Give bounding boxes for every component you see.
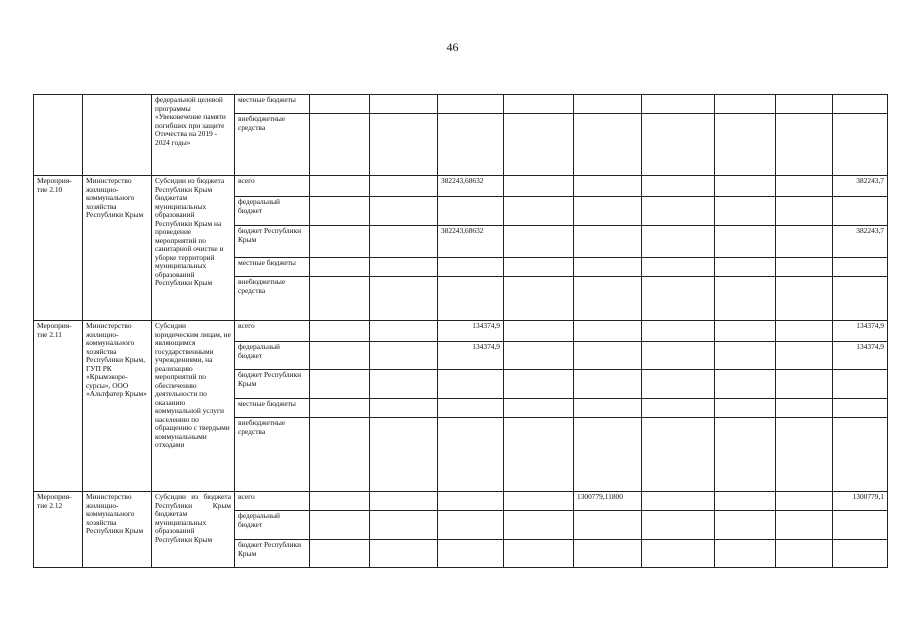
event-label-cell: Мероприя-тие 2.10 (34, 176, 83, 321)
empty-cell (310, 492, 370, 511)
empty-cell (642, 399, 715, 418)
empty-cell (310, 95, 370, 114)
empty-cell (370, 277, 438, 321)
empty-cell (370, 197, 438, 226)
empty-cell (776, 95, 833, 114)
empty-cell (504, 511, 574, 540)
empty-cell (833, 511, 888, 540)
empty-cell (833, 540, 888, 568)
empty-cell (776, 277, 833, 321)
empty-cell (715, 176, 776, 197)
empty-cell (833, 258, 888, 277)
empty-cell (310, 176, 370, 197)
empty-cell (715, 399, 776, 418)
empty-cell (574, 370, 642, 399)
empty-cell (370, 114, 438, 176)
empty-cell (438, 492, 504, 511)
empty-cell (715, 114, 776, 176)
amount-cell: 134374,9 (438, 342, 504, 370)
empty-cell (776, 492, 833, 511)
empty-cell (574, 114, 642, 176)
funding-source-cell: внебюджетные средства (235, 277, 310, 321)
funding-source-cell: федеральный бюджет (235, 511, 310, 540)
empty-cell (574, 511, 642, 540)
empty-cell (310, 321, 370, 342)
funding-source-cell: федеральный бюджет (235, 342, 310, 370)
empty-cell (574, 226, 642, 258)
empty-cell (310, 114, 370, 176)
empty-cell (574, 540, 642, 568)
empty-cell (776, 321, 833, 342)
empty-cell (504, 418, 574, 492)
description-cell: федеральной целевой программы «Увековечение памяти погибших при защите Отечества на 2019 - 2024 годы» (152, 95, 235, 176)
empty-cell (715, 342, 776, 370)
executor-cell: Министерство жилищно-коммунального хозяйства Республики Крым, ГУП РК «Крымэкоре-сурсы», ООО «Альтфатер Крым» (83, 321, 152, 492)
empty-cell (438, 370, 504, 399)
table-row (34, 321, 888, 342)
empty-cell (642, 277, 715, 321)
empty-cell (715, 540, 776, 568)
empty-cell (438, 511, 504, 540)
funding-source-cell: внебюджетные средства (235, 114, 310, 176)
empty-cell (715, 258, 776, 277)
empty-cell (833, 418, 888, 492)
empty-cell (310, 258, 370, 277)
funding-source-cell: местные бюджеты (235, 258, 310, 277)
empty-cell (574, 197, 642, 226)
funding-source-cell: федеральный бюджет (235, 197, 310, 226)
empty-cell (438, 197, 504, 226)
empty-cell (504, 226, 574, 258)
empty-cell (504, 399, 574, 418)
table-row (34, 492, 888, 511)
empty-cell (715, 197, 776, 226)
funding-source-cell: бюджет Республики Крым (235, 540, 310, 568)
funding-source-cell: местные бюджеты (235, 399, 310, 418)
empty-cell (504, 176, 574, 197)
empty-cell (310, 511, 370, 540)
funding-source-cell: всего (235, 176, 310, 197)
empty-cell (715, 277, 776, 321)
amount-cell: 382243,68632 (438, 226, 504, 258)
empty-cell (776, 176, 833, 197)
amount-cell: 1300779,11800 (574, 492, 642, 511)
description-cell: Субсидии юридическим лицам, не являющимся государственными учреждениями, на реализацию мероприятий по обеспечению деятельности по оказанию коммунальной услуги населению по обращению с твердыми коммунальными отходами (152, 321, 235, 492)
empty-cell (776, 342, 833, 370)
event-label-cell (34, 95, 83, 176)
empty-cell (574, 321, 642, 342)
total-cell: 382243,7 (833, 226, 888, 258)
empty-cell (370, 370, 438, 399)
empty-cell (370, 399, 438, 418)
empty-cell (504, 277, 574, 321)
empty-cell (370, 321, 438, 342)
description-cell: Субсидии из бюджета Республики Крым бюджетам муниципальных образований Республики Крым (152, 492, 235, 568)
page-number: 46 (446, 40, 459, 54)
empty-cell (715, 370, 776, 399)
empty-cell (504, 95, 574, 114)
empty-cell (833, 114, 888, 176)
empty-cell (438, 277, 504, 321)
empty-cell (574, 277, 642, 321)
empty-cell (310, 418, 370, 492)
empty-cell (642, 226, 715, 258)
empty-cell (642, 342, 715, 370)
funding-source-cell: всего (235, 492, 310, 511)
empty-cell (642, 492, 715, 511)
empty-cell (370, 226, 438, 258)
funding-source-cell: внебюджетные средства (235, 418, 310, 492)
empty-cell (715, 418, 776, 492)
amount-cell: 134374,9 (438, 321, 504, 342)
empty-cell (370, 418, 438, 492)
empty-cell (310, 370, 370, 399)
funding-source-cell: бюджет Республики Крым (235, 226, 310, 258)
executor-cell (83, 95, 152, 176)
empty-cell (776, 114, 833, 176)
empty-cell (776, 399, 833, 418)
empty-cell (833, 95, 888, 114)
empty-cell (438, 399, 504, 418)
empty-cell (642, 258, 715, 277)
amount-cell: 382243,68632 (438, 176, 504, 197)
executor-cell: Министерство жилищно-коммунального хозяйства Республики Крым (83, 176, 152, 321)
empty-cell (370, 342, 438, 370)
empty-cell (504, 321, 574, 342)
empty-cell (310, 226, 370, 258)
empty-cell (438, 540, 504, 568)
total-cell: 134374,9 (833, 342, 888, 370)
empty-cell (504, 370, 574, 399)
empty-cell (642, 540, 715, 568)
empty-cell (833, 197, 888, 226)
empty-cell (504, 342, 574, 370)
empty-cell (642, 176, 715, 197)
empty-cell (574, 399, 642, 418)
empty-cell (715, 95, 776, 114)
total-cell: 134374,9 (833, 321, 888, 342)
empty-cell (776, 226, 833, 258)
empty-cell (715, 321, 776, 342)
empty-cell (776, 511, 833, 540)
empty-cell (642, 95, 715, 114)
empty-cell (310, 342, 370, 370)
empty-cell (370, 511, 438, 540)
description-cell: Субсидии из бюджета Республики Крым бюджетам муниципальных образований Республики Крым на проведение мероприятий по санитарной очистке и уборке территорий муниципальных образований Республики Крым (152, 176, 235, 321)
empty-cell (715, 511, 776, 540)
empty-cell (776, 197, 833, 226)
empty-cell (574, 95, 642, 114)
empty-cell (438, 418, 504, 492)
empty-cell (574, 258, 642, 277)
empty-cell (370, 95, 438, 114)
empty-cell (504, 540, 574, 568)
empty-cell (370, 176, 438, 197)
empty-cell (833, 277, 888, 321)
empty-cell (504, 114, 574, 176)
empty-cell (642, 511, 715, 540)
empty-cell (310, 540, 370, 568)
empty-cell (833, 370, 888, 399)
empty-cell (776, 370, 833, 399)
empty-cell (438, 258, 504, 277)
empty-cell (642, 197, 715, 226)
empty-cell (438, 114, 504, 176)
empty-cell (310, 399, 370, 418)
empty-cell (370, 258, 438, 277)
funding-source-cell: бюджет Республики Крым (235, 370, 310, 399)
empty-cell (642, 418, 715, 492)
empty-cell (370, 540, 438, 568)
table-row (34, 95, 888, 114)
empty-cell (776, 418, 833, 492)
empty-cell (833, 399, 888, 418)
empty-cell (776, 258, 833, 277)
empty-cell (504, 197, 574, 226)
empty-cell (715, 226, 776, 258)
empty-cell (310, 277, 370, 321)
funding-source-cell: местные бюджеты (235, 95, 310, 114)
empty-cell (715, 492, 776, 511)
empty-cell (310, 197, 370, 226)
empty-cell (642, 370, 715, 399)
empty-cell (574, 418, 642, 492)
table-row (34, 176, 888, 197)
empty-cell (370, 492, 438, 511)
empty-cell (438, 95, 504, 114)
executor-cell: Министерство жилищно-коммунального хозяйства Республики Крым (83, 492, 152, 568)
event-label-cell: Мероприя-тие 2.12 (34, 492, 83, 568)
funding-table (33, 94, 888, 568)
event-label-cell: Мероприя-тие 2.11 (34, 321, 83, 492)
total-cell: 382243,7 (833, 176, 888, 197)
empty-cell (504, 258, 574, 277)
empty-cell (642, 114, 715, 176)
empty-cell (642, 321, 715, 342)
total-cell: 1300779,1 (833, 492, 888, 511)
empty-cell (574, 342, 642, 370)
empty-cell (776, 540, 833, 568)
funding-source-cell: всего (235, 321, 310, 342)
empty-cell (504, 492, 574, 511)
empty-cell (574, 176, 642, 197)
